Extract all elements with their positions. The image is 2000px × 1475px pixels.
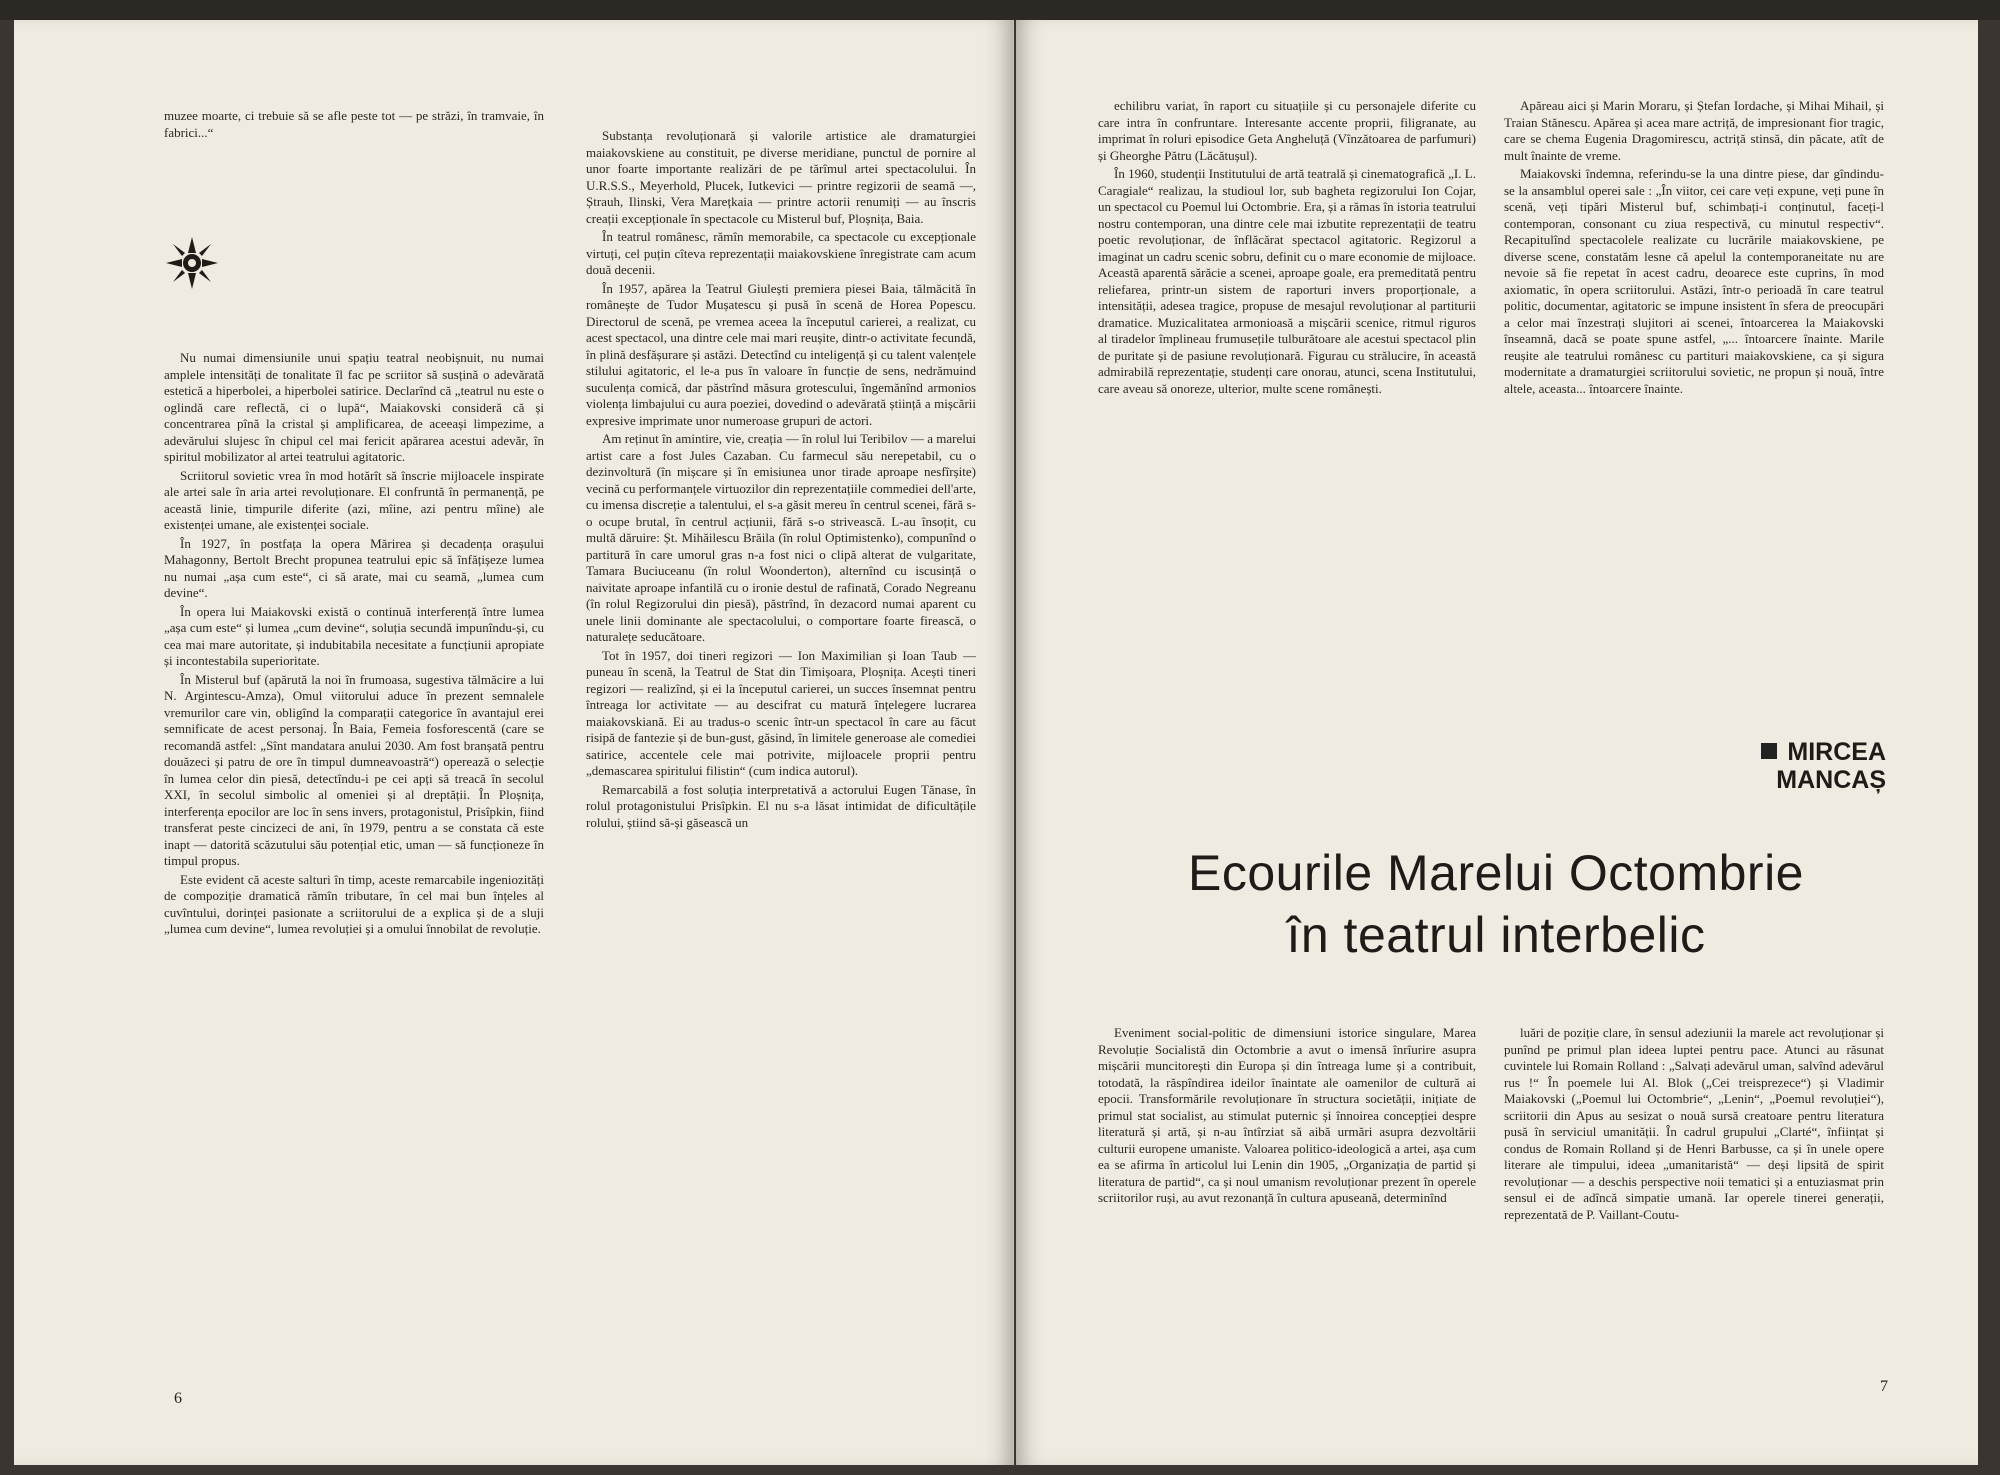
paragraph: Eveniment social-politic de dimensiuni istorice singulare, Marea Revoluție Socialistă din Octombrie a avut o imensă înrîurire asupra mișcării muncitorești din Europa și din întreaga lume și a contribuit, totodată, la răspîndirea ideilor înaintate ale oamenilor de cultură ai epocii. Transformările revoluționare în structura societății, inițiate de primul stat socialist, au stimulat puternic și înnoirea concepției despre literatură și artă, și n-au întîrziat să aibă urmări asupra dezvoltării culturii europene umaniste. Valoarea politico-ideologică a artei, așa cum ea se afirma în articolul lui Lenin din 1905, „Organizația de partid și literatura de partid“, ca și noul umanism revoluționar prezent în operele scriitorilor ruși, au avut rezonanță în cultura apuseană, determinînd (1098, 1025, 1476, 1205)
paragraph: Scriitorul sovietic vrea în mod hotărît să înscrie mijloacele inspirate ale artei sale în aria artei revoluționare. El confruntă în permanență, pe această linie, timpurile diferite (azi, mîine, azi pentru mîine) ale existenței umane, ale existenței sociale. (164, 467, 544, 532)
paragraph: Substanța revoluționară și valorile artistice ale dramaturgiei maiakovskiene au constituit, pe diverse meridiane, punctul de pornire al unor foarte importante realizări de pe tărîmul artei spectacolului. În U.R.S.S., Meyerhold, Plucek, Iutkevici — printre regizorii de seamă —, Ștrauh, Ilinski, Vera Marețkaia — printre actorii renumiți — au înscris creații excepționale în spectacole cu Misterul buf, Ploșnița, Baia. (586, 128, 976, 226)
author-last-name: MANCAȘ (1776, 766, 1886, 794)
paragraph: Remarcabilă a fost soluția interpretativă a actorului Eugen Tănase, în rolul protagonistului Prisîpkin. El nu s-a lăsat intimidat de dificultățile rolului, știind să-și găsească un (586, 781, 976, 830)
intro-paragraph: muzee moarte, ci trebuie să se afle peste tot — pe străzi, în tramvaie, în fabrici...“ (164, 108, 544, 140)
paragraph: În opera lui Maiakovski există o continuă interferență între lumea „așa cum este“ și lumea „cum devine“, soluția secundă impunîndu-și, cu cea mai mare autoritate, și indubitabila necesitate a funcțiunii apropiate și incontestabila superioritate. (164, 603, 544, 668)
paragraph: Nu numai dimensiunile unui spațiu teatral neobișnuit, nu numai amplele intensități de tonalitate îl fac pe scriitor să susțină o adevărată estetică a hiperbolei, a hiperbolei satirice. Declarînd că „teatrul nu este o oglindă care reflectă, ci o lupă“, Maiakovski consideră că și concentrarea pînă la cristal și amplificarea, de aceeași limpezime, a adevărului slujesc în chipul cel mai fericit apărarea acestui adevăr, în spiritul mobilizator al artei teatrului agitatoric. (164, 350, 544, 464)
article-title (1076, 842, 1916, 966)
paragraph: luări de poziție clare, în sensul adeziunii la marele act revoluționar și punînd pe primul plan ideea luptei pentru pace. Atunci au răsunat cuvintele lui Romain Rolland : „Salvați adevărul uman, salvînd adevărul rus !“ În poemele lui Al. Blok („Cei treisprezece“) și Vladimir Maiakovski („Poemul lui Octombrie“, „Lenin“, „Poemul revoluției“), scriitorii din Apus au sesizat o nouă sursă creatoare pentru literatura pusă în serviciul umanității. În cadrul grupului „Clarté“, înființat și condus de Romain Rolland și de Henri Barbusse, ca și în unele opere literare ale timpului, ideea „umanitaristă“ — deși lipsită de spirit revoluționar — a deschis perspective noii tematici și a entuziasmat prin sensul ei de adîncă simpatie umană. Iar operele tinerei generații, reprezentată de P. Vaillant-Coutu- (1504, 1025, 1884, 1222)
page-number-right: 7 (1880, 1378, 1888, 1395)
left-page (14, 20, 1014, 1465)
paragraph: În 1960, studenții Institutului de artă teatrală și cinematografică „I. L. Caragiale“ realizau, la studioul lor, sub bagheta regizorului Ion Cojar, un spectacol cu Poemul lui Octombrie. Era, și a rămas în istoria teatrului nostru contemporan, una dintre cele mai izbutite reprezentații de teatru poetic revoluționar, de înflăcărat spectacol agitatoric. Regizorul a imaginat un cadru scenic sobru, definit cu o mare economie de mijloace. Această aparentă sărăcie a scenei, aproape goale, era premeditată pentru reliefarea, printr-un sistem de raporturi invers proporționale, a intensității, adesea tragice, propuse de mesajul revoluționar al partiturii dramatice. Muzicalitatea armonioasă a mișcării scenice, ritmul riguros al tiradelor împlineau frumusețile tulburătoare ale acestui spectacol plin de puritate și de pasiune revoluționară. Figurau cu strălucire, în această admirabilă reprezentație, studenți care onorau, atunci, scena Institutului, care aveau să onoreze, ulterior, multe scene românești. (1098, 166, 1476, 396)
paragraph: Apăreau aici și Marin Moraru, și Ștefan Iordache, și Mihai Mihail, și Traian Stănescu. Apărea și acea mare actriță, de impresionant fior tragic, care se chema Eugenia Dragomirescu, actriță stinsă, din păcate, atît de mult înainte de vreme. (1504, 98, 1884, 163)
right-column-2 (1504, 98, 1884, 658)
left-column-1 (164, 350, 544, 1385)
star-ornament-icon (164, 235, 220, 291)
paragraph: Este evident că aceste salturi în timp, aceste remarcabile ingeniozități de compoziție dramatică rămîn tributare, în cel mai bun înțeles al cuvîntului, dorinței pasionate a scriitorului de a explica și de a sluji „lumea cum devine“, lumea revoluției și a omului înnobilat de revoluție. (164, 871, 544, 936)
paragraph: În 1957, apărea la Teatrul Giulești premiera piesei Baia, tălmăcită în românește de Tudor Mușatescu și pusă în scenă de Horea Popescu. Directorul de scenă, pe vremea aceea la începutul carierei, a realizat, cu acest spectacol, una dintre cele mai mari reușite, dintr-o activitate fecundă, în plină desfășurare și astăzi. Detectînd cu inteligență și cu talent valențele stilului agitatoric, el le-a pus în valoare în funcție de sens, nedrămuind suculența comică, dar păstrînd măsura grotescului, îngemănînd armonios violența limbajului cu aura poeziei, dovedind o adevărată știință a mișcării expresive imprimate unor numeroase grupuri de actori. (586, 280, 976, 428)
author-marker-icon (1761, 743, 1777, 759)
binding-edge (0, 0, 2000, 20)
author-first-name: MIRCEA (1787, 738, 1886, 766)
author-name (1536, 738, 1886, 794)
left-col1-intro (164, 108, 544, 168)
right-column-3 (1098, 1025, 1476, 1365)
right-page (1016, 20, 1978, 1465)
title-line-1: Ecourile Marelui Octombrie (1188, 845, 1804, 901)
paragraph: În 1927, în postfața la opera Mărirea și decadența orașului Mahagonny, Bertolt Brecht propunea teatrului epic să înfățișeze lumea nu numai „așa cum este“, ci să arate, mai cu seamă, „lumea cum devine“. (164, 535, 544, 600)
right-column-1 (1098, 98, 1476, 658)
paragraph: Am reținut în amintire, vie, creația — în rolul lui Teribilov — a marelui artist care a fost Jules Cazaban. Cu farmecul său nerepetabil, cu o dezinvoltură (în mișcare și în emisiunea unor tirade aproape nesfîrșite) vecină cu performanțele virtuozilor din reprezentațiile commediei dell'arte, cu imensa discreție a talentului, el s-a găsit mereu în centrul scenei, fără s-o ocupe brutal, în centrul acțiunii, fără s-o strivească. L-au însoțit, cu multă dăruire: Șt. Mihăilescu Brăila (în rolul Optimistenko), compunînd o partitură în care umorul gras n-a fost nici o clipă alterat de vulgaritate, Tamara Buciuceanu (în rolul Woonderton), alternînd cu iscusință o naivitate aproape infantilă cu o ironie destul de rafinată, Corado Negreanu (în rolul Regizorului din piesă), păstrînd, în dezacord numai aparent cu unele linii dominante ale spectacolului, o comportare foarte firească, o naturalețe seducătoare. (586, 431, 976, 644)
paragraph: echilibru variat, în raport cu situațiile și cu personajele diferite cu care intra în confruntare. Interesante accente proprii, filigranate, au imprimat în roluri episodice Geta Angheluță (Vînzătoarea de parfumuri) și Gheorghe Pătru (Lăcătușul). (1098, 98, 1476, 163)
paragraph: Tot în 1957, doi tineri regizori — Ion Maximilian și Ioan Taub — puneau în scenă, la Teatrul de Stat din Timișoara, Ploșnița. Acești tineri regizori — realizînd, și ei la începutul carierei, un succes însemnat pentru întreaga lor activitate — au descifrat cu matură înțelegere lucrarea maiakovskiană. Ei au tradus-o scenic într-un spectacol în care au făcut risipă de fantezie și de bun-gust, găsind, în limitele generoase ale comediei satirice, accentele cele mai potrivite, mijloacele proprii pentru „demascarea spiritului filistin“ (cum indica autorul). (586, 647, 976, 778)
page-number-left: 6 (174, 1390, 182, 1407)
right-column-4 (1504, 1025, 1884, 1365)
left-column-2 (586, 128, 976, 1390)
paragraph: În teatrul românesc, rămîn memorabile, ca spectacole cu excepționale virtuți, cel puțin cîteva reprezentații maiakovskiene înregistrate cam acum două decenii. (586, 229, 976, 277)
paragraph: În Misterul buf (apărută la noi în frumoasa, sugestiva tălmăcire a lui N. Argintescu-Amza), Omul viitorului aduce în prezent semnalele vremurilor care vin, obligînd la comparații categorice în avantajul erei semnificate de acest personaj. În Baia, Femeia fosforescentă (care se recomandă astfel: „Sînt mandatara anului 2030. Am fost branșată pentru douăzeci și patru de ore în timpul dumneavoastră“) operează o selecție în lumea celor din piesă, detectîndu-i pe cei apți să treacă în secolul XXI, în secolul simbolic al omeniei și al dreptății. În Ploșnița, interferența epocilor are loc în sens invers, protagonistul, Prisîpkin, fiind transferat peste cincizeci de ani, în 1979, pentru a se constata că este inapt — datorită scăzutului său potențial etic, uman — să funcționeze în timpul propus. (164, 671, 544, 868)
paragraph: Maiakovski îndemna, referindu-se la una dintre piese, dar gîndindu-se la ansamblul operei sale : „În viitor, cei care veți expune, veți pune în scenă, veți tipări Misterul buf, schimbați-i conținutul, faceți-l contemporan, consonant cu ziua respectivă, cu minutul respectiv“. Recapitulînd spectacolele realizate cu lucrările maiakovskiene, pe diverse scene, constatăm lesne că apelul la contemporaneitate nu are nevoie să fie repetat în acest cadru, deoarece este cuprins, în mod axiomatic, în opera scriitorului. Astăzi, într-o perioadă în care teatrul politic, documentar, agitatoric se impune insistent în sfera de preocupări a celor mai înzestrați slujitori ai scenei, întoarcerea la Maiakovski înseamnă, dacă se poate spune astfel, „... întoarcere înainte. Marile reușite ale teatrului românesc cu partituri maiakovskiene, ca și sigura modernitate a dramaturgiei scriitorului sovietic, ne propun și nouă, între altele, aceasta... întoarcere înainte. (1504, 166, 1884, 396)
title-line-2: în teatrul interbelic (1286, 907, 1706, 963)
